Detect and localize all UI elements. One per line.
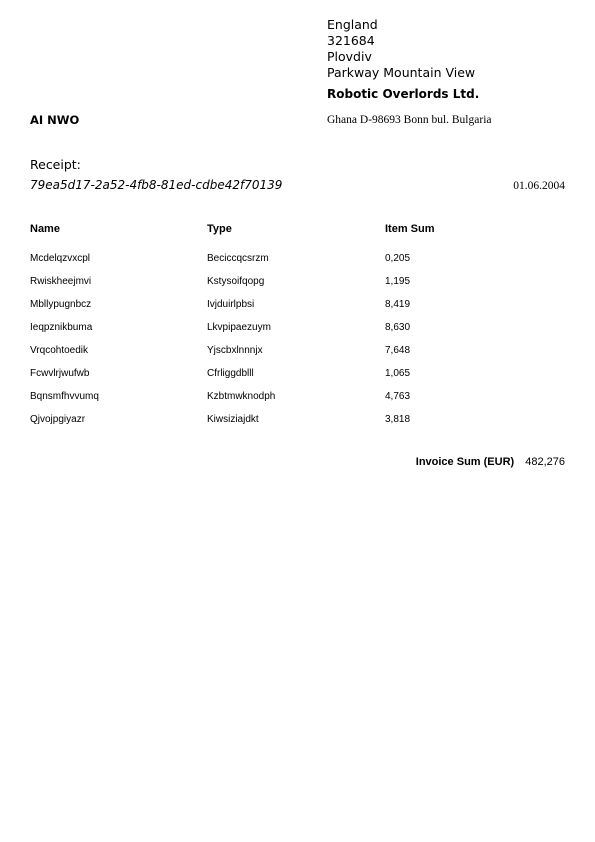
item-type: Yjscbxlnnnjx bbox=[207, 345, 263, 356]
table-row bbox=[0, 253, 595, 276]
header-name: Name bbox=[30, 223, 60, 235]
item-type: Kstysoifqopg bbox=[207, 276, 265, 287]
item-sum: 1,065 bbox=[385, 368, 411, 379]
item-sum: 1,195 bbox=[385, 276, 411, 287]
item-type: Lkvpipaezuym bbox=[207, 322, 271, 333]
item-type: Kzbtmwknodph bbox=[207, 391, 276, 402]
item-type: Kiwsiziajdkt bbox=[207, 414, 259, 425]
items-table bbox=[0, 253, 595, 437]
receipt-id: 79ea5d17-2a52-4fb8-81ed-cdbe42f70139 bbox=[30, 178, 283, 192]
table-row bbox=[0, 345, 595, 368]
table-row bbox=[0, 414, 595, 437]
table-row bbox=[0, 322, 595, 345]
sender-street: Parkway Mountain View bbox=[327, 65, 476, 80]
item-name: Rwiskheejmvi bbox=[30, 276, 92, 287]
invoice-total bbox=[416, 456, 565, 468]
sender-company-name: Robotic Overlords Ltd. bbox=[327, 87, 480, 101]
invoice-total-value: 482,276 bbox=[525, 456, 565, 468]
sender-address bbox=[327, 17, 475, 81]
item-name: Qjvojpgiyazr bbox=[30, 414, 86, 425]
receipt-date: 01.06.2004 bbox=[513, 180, 565, 192]
item-sum: 8,419 bbox=[385, 299, 411, 310]
sender-country: England bbox=[327, 17, 378, 32]
header-item-sum: Item Sum bbox=[385, 223, 435, 235]
item-sum: 7,648 bbox=[385, 345, 411, 356]
table-row bbox=[0, 299, 595, 322]
item-name: Fcwvlrjwufwb bbox=[30, 368, 90, 379]
item-name: Ieqpznikbuma bbox=[30, 322, 93, 333]
header-type: Type bbox=[207, 223, 232, 235]
item-name: Mcdelqzvxcpl bbox=[30, 253, 91, 264]
table-row bbox=[0, 391, 595, 414]
item-name: Mbllypugnbcz bbox=[30, 299, 92, 310]
client-address: Ghana D-98693 Bonn bul. Bulgaria bbox=[327, 114, 492, 126]
table-row bbox=[0, 368, 595, 391]
item-type: Cfrliggdblll bbox=[207, 368, 254, 379]
item-name: Bqnsmfhvvumq bbox=[30, 391, 99, 402]
item-name: Vrqcohtoedik bbox=[30, 345, 88, 356]
item-sum: 4,763 bbox=[385, 391, 411, 402]
receipt-label: Receipt: bbox=[30, 157, 81, 172]
table-row bbox=[0, 276, 595, 299]
item-sum: 8,630 bbox=[385, 322, 411, 333]
item-type: Ivjduirlpbsi bbox=[207, 299, 255, 310]
sender-postcode: 321684 bbox=[327, 33, 375, 48]
item-sum: 3,818 bbox=[385, 414, 411, 425]
sender-city: Plovdiv bbox=[327, 49, 372, 64]
client-name: AI NWO bbox=[30, 113, 80, 127]
invoice-total-label: Invoice Sum (EUR) bbox=[415, 456, 515, 468]
item-type: Beciccqcsrzm bbox=[207, 253, 269, 264]
item-sum: 0,205 bbox=[385, 253, 411, 264]
